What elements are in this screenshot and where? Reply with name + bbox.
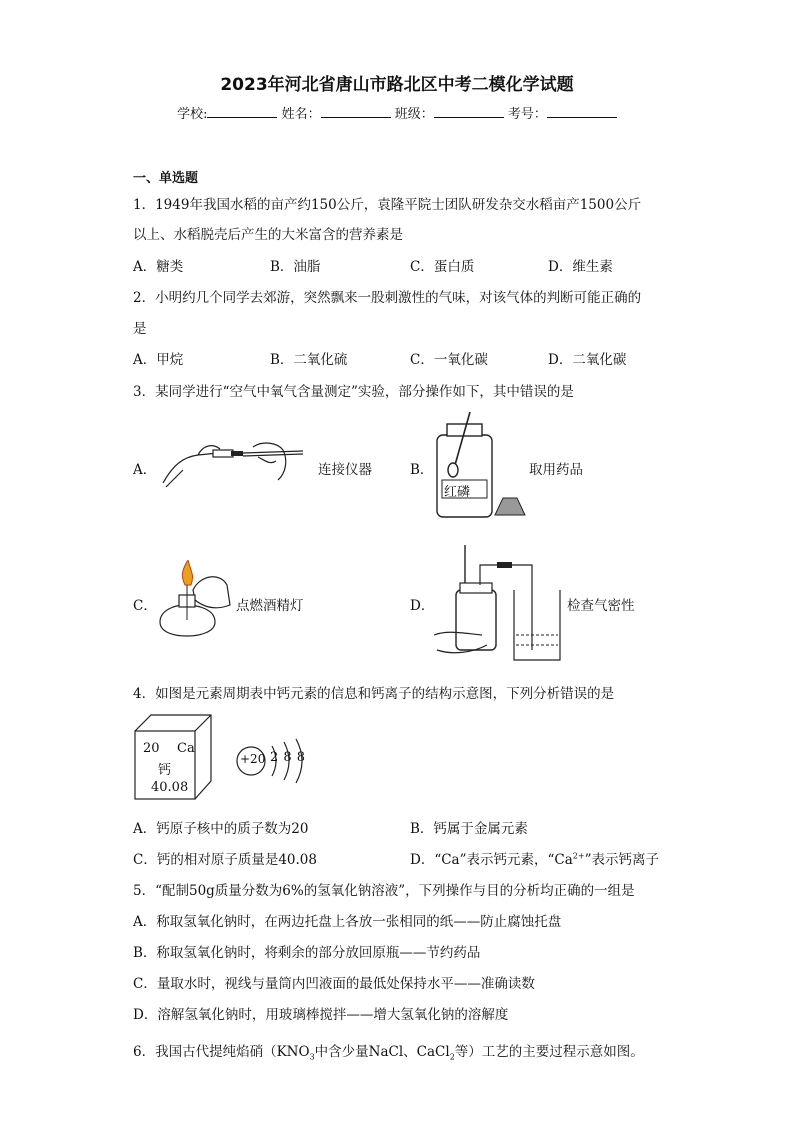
- q6-stem: [133, 1040, 644, 1062]
- page-title: 2023年河北省唐山市路北区中考二模化学试题: [220, 75, 574, 95]
- atomic-number: 20: [143, 741, 160, 756]
- name-label: 姓名：: [281, 107, 321, 122]
- q3-c-caption: 点燃酒精灯: [236, 598, 304, 614]
- q5-option-b[interactable]: B．称取氢氧化钠时，将剩余的部分放回原瓶——节约药品: [133, 945, 481, 961]
- q6-sub: 3: [309, 1052, 315, 1062]
- q4-option-a[interactable]: A．钙原子核中的质子数为20: [133, 821, 309, 837]
- element-name: 钙: [158, 763, 172, 778]
- q3-option-b[interactable]: B．: [410, 462, 434, 478]
- q1-option-c[interactable]: C．蛋白质: [410, 259, 475, 275]
- q5-option-c[interactable]: C．量取水时，视线与量筒内凹液面的最低处保持水平——准确读数: [133, 976, 535, 992]
- name-blank[interactable]: [321, 105, 391, 118]
- q1-stem-line1: 1．1949年我国水稻的亩产约150公斤，袁隆平院士团队研发杂交水稻亩产1500公斤: [133, 197, 642, 213]
- q4-d-sup: 2+: [572, 851, 585, 861]
- q1-option-a[interactable]: A．糖类: [133, 259, 184, 275]
- q3-option-c[interactable]: C．: [133, 598, 157, 614]
- class-label: 班级：: [394, 107, 434, 122]
- q4-option-d[interactable]: [410, 848, 659, 868]
- school-label: 学校:: [177, 107, 208, 122]
- exam-no-label: 考号：: [507, 107, 547, 122]
- q1-stem-line2: 以上、水稻脱壳后产生的大米富含的营养素是: [133, 227, 403, 243]
- q2-option-a[interactable]: A．甲烷: [133, 352, 184, 368]
- q5-option-d[interactable]: D．溶解氢氧化钠时，用玻璃棒搅拌——增大氢氧化钠的溶解度: [133, 1007, 509, 1023]
- atomic-mass: 40.08: [151, 780, 189, 795]
- q2-option-b[interactable]: B．二氧化硫: [270, 352, 348, 368]
- q4-d-text: D．“Ca”表示钙元素，“Ca: [410, 852, 573, 868]
- nucleus-charge: +20: [240, 752, 266, 766]
- q3-d-caption: 检查气密性: [567, 598, 635, 614]
- student-info: [0, 103, 794, 122]
- q6-text-mid: 中含少量NaCl、CaCl: [314, 1044, 450, 1060]
- q3-a-caption: 连接仪器: [318, 462, 372, 478]
- school-blank[interactable]: [207, 105, 277, 118]
- q4-d-text-end: ”表示钙离子: [584, 852, 659, 868]
- alcohol-lamp-figure: [155, 560, 240, 640]
- element-symbol: Ca: [177, 741, 195, 756]
- q5-option-a[interactable]: A．称取氢氧化钠时，在两边托盘上各放一张相同的纸——防止腐蚀托盘: [133, 914, 562, 930]
- q3-option-d[interactable]: D．: [410, 598, 435, 614]
- q2-option-d[interactable]: D．二氧化碳: [548, 352, 627, 368]
- exam-no-blank[interactable]: [547, 105, 617, 118]
- q3-b-caption: 取用药品: [529, 462, 583, 478]
- class-blank[interactable]: [434, 105, 504, 118]
- q6-sub2: 2: [449, 1052, 455, 1062]
- q2-stem-line1: 2．小明约几个同学去郊游，突然飘来一股刺激性的气味，对该气体的判断可能正确的: [133, 290, 642, 306]
- q3-stem: 3．某同学进行“空气中氧气含量测定”实验，部分操作如下，其中错误的是: [133, 384, 574, 400]
- q1-option-b[interactable]: B．油脂: [270, 259, 321, 275]
- q6-text: 6．我国古代提纯焰硝（KNO: [133, 1044, 310, 1060]
- q4-option-c[interactable]: C．钙的相对原子质量是40.08: [133, 852, 317, 868]
- q4-option-b[interactable]: B．钙属于金属元素: [410, 821, 528, 837]
- q5-stem: 5．“配制50g质量分数为6%的氢氧化钠溶液”，下列操作与目的分析均正确的一组是: [133, 883, 635, 899]
- q2-stem-line2: 是: [133, 321, 147, 337]
- airtightness-figure: [432, 545, 562, 665]
- electron-shells: 2 8 8: [270, 750, 306, 765]
- connect-apparatus-figure: [158, 435, 308, 490]
- section-heading: 一、单选题: [133, 171, 199, 186]
- q6-text-end: 等）工艺的主要过程示意如图。: [454, 1044, 644, 1060]
- reagent-bottle-figure: [425, 410, 535, 522]
- q1-option-d[interactable]: D．维生素: [548, 259, 613, 275]
- q2-option-c[interactable]: C．一氧化碳: [410, 352, 488, 368]
- q3-option-a[interactable]: A．: [133, 462, 157, 478]
- red-phosphorus-label: 红磷: [444, 485, 471, 500]
- q4-stem: 4．如图是元素周期表中钙元素的信息和钙离子的结构示意图，下列分析错误的是: [133, 686, 615, 702]
